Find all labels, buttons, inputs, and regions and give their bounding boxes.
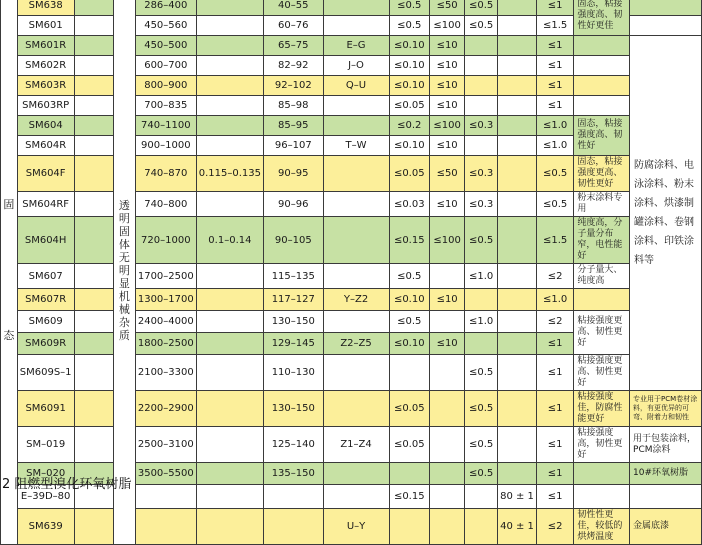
note-cell xyxy=(574,36,630,56)
product-image-cell xyxy=(74,136,113,156)
spec-cell-d: T–W xyxy=(323,136,389,156)
model-cell: SM601 xyxy=(17,16,74,36)
product-image-cell xyxy=(74,36,113,56)
model-cell: SM603RP xyxy=(17,96,74,116)
table-row xyxy=(1,116,702,136)
spec-cell-c: 90–105 xyxy=(264,217,324,264)
spec-cell-g: ≤0.3 xyxy=(465,156,498,192)
table-row xyxy=(1,192,702,217)
spec-cell-i: ≤1 xyxy=(536,56,573,76)
spec-cell-g: ≤0.3 xyxy=(465,116,498,136)
spec-cell-b xyxy=(196,36,263,56)
product-image-cell xyxy=(74,427,113,463)
note-cell xyxy=(574,96,630,116)
section-caption: 2 阻燃型溴化环氧树脂 xyxy=(2,477,132,492)
spec-cell-i: ≤1 xyxy=(536,391,573,427)
spec-cell-h xyxy=(498,76,537,96)
table-row xyxy=(1,76,702,96)
model-cell: SM607 xyxy=(17,264,74,289)
spec-cell-b xyxy=(196,0,263,16)
spec-cell-c: 130–150 xyxy=(264,311,324,333)
spec-cell-c: 40–55 xyxy=(264,0,324,16)
spec-cell-b xyxy=(196,76,263,96)
model-cell: SM602R xyxy=(17,56,74,76)
spec-cell-h xyxy=(498,156,537,192)
note-cell xyxy=(574,289,630,311)
spec-cell-h xyxy=(498,16,537,36)
spec-cell-c: 92–102 xyxy=(264,76,324,96)
spec-cell-a: 900–1000 xyxy=(135,136,196,156)
spec-cell-f xyxy=(430,509,465,545)
spec-cell-c: 115–135 xyxy=(264,264,324,289)
spec-cell-a: 1800–2500 xyxy=(135,333,196,355)
spec-cell-a: 740–800 xyxy=(135,192,196,217)
spec-cell-a: 740–1100 xyxy=(135,116,196,136)
spec-cell-a: 2400–4000 xyxy=(135,311,196,333)
spec-cell-e: ≤0.05 xyxy=(389,427,430,463)
app-cell: 专业用于PCM卷材涂料，有更优异的可弯、附着力和韧性 xyxy=(630,391,702,427)
spec-cell-d xyxy=(323,264,389,289)
spec-cell-f xyxy=(430,264,465,289)
spec-cell-d: J–O xyxy=(323,56,389,76)
spec-cell-i: ≤0.5 xyxy=(536,156,573,192)
spec-cell-c: 110–130 xyxy=(264,355,324,391)
spec-cell-h xyxy=(498,311,537,333)
spec-cell-c: 130–150 xyxy=(264,391,324,427)
spec-cell-e: ≤0.10 xyxy=(389,136,430,156)
model-cell: SM607R xyxy=(17,289,74,311)
spec-cell-g: ≤0.3 xyxy=(465,192,498,217)
app-cell xyxy=(630,0,702,16)
spec-cell-c: 96–107 xyxy=(264,136,324,156)
table-row xyxy=(1,56,702,76)
spec-cell-a: 700–835 xyxy=(135,96,196,116)
spec-cell-b xyxy=(196,427,263,463)
model-cell: SM604 xyxy=(17,116,74,136)
spec-cell-a: 2500–3100 xyxy=(135,427,196,463)
spec-cell-e xyxy=(389,355,430,391)
table-row xyxy=(1,0,702,16)
spec-cell-e: ≤0.5 xyxy=(389,264,430,289)
spec-cell-a: 286–400 xyxy=(135,0,196,16)
spec-cell-d xyxy=(323,156,389,192)
spec-cell-e: ≤0.10 xyxy=(389,36,430,56)
spec-cell-a: 2200–2900 xyxy=(135,391,196,427)
spec-cell-e: ≤0.10 xyxy=(389,56,430,76)
spec-cell-d xyxy=(323,485,389,509)
spec-cell-h xyxy=(498,36,537,56)
spec-cell-h xyxy=(498,333,537,355)
spec-cell-c: 85–95 xyxy=(264,116,324,136)
spec-cell-c: 90–95 xyxy=(264,156,324,192)
table-row xyxy=(1,427,702,463)
note-cell: 固态，粘接强度高、韧性好更佳 xyxy=(574,0,630,36)
product-image-cell xyxy=(74,217,113,264)
note-cell: 粘接强度高，韧性更好 xyxy=(574,427,630,463)
spec-cell-a: 1700–2500 xyxy=(135,264,196,289)
product-image-cell xyxy=(74,76,113,96)
spec-cell-b xyxy=(196,485,263,509)
table-row xyxy=(1,509,702,545)
spec-cell-g: ≤1.0 xyxy=(465,311,498,333)
spec-cell-b xyxy=(196,192,263,217)
spec-cell-g xyxy=(465,485,498,509)
spec-cell-g: ≤0.5 xyxy=(465,217,498,264)
spec-cell-c: 60–76 xyxy=(264,16,324,36)
spec-cell-i: ≤2 xyxy=(536,311,573,333)
spec-cell-g: ≤0.5 xyxy=(465,391,498,427)
spec-cell-a: 450–560 xyxy=(135,16,196,36)
note-cell: 粉末涂料专用 xyxy=(574,192,630,217)
spec-cell-b xyxy=(196,333,263,355)
product-image-cell xyxy=(74,16,113,36)
spec-cell-h xyxy=(498,192,537,217)
spec-cell-d: Z2–Z5 xyxy=(323,333,389,355)
spec-cell-f: ≤10 xyxy=(430,96,465,116)
product-image-cell xyxy=(74,289,113,311)
spec-cell-g: ≤0.5 xyxy=(465,16,498,36)
spec-cell-e: ≤0.10 xyxy=(389,289,430,311)
app-cell xyxy=(630,485,702,509)
spec-cell-f xyxy=(430,355,465,391)
spec-cell-g: ≤1.0 xyxy=(465,264,498,289)
model-cell: SM604H xyxy=(17,217,74,264)
spec-cell-f xyxy=(430,391,465,427)
app-cell xyxy=(630,16,702,36)
spec-cell-b xyxy=(196,463,263,485)
spec-cell-f xyxy=(430,427,465,463)
spec-cell-i: ≤2 xyxy=(536,264,573,289)
spec-cell-h: 80 ± 1 xyxy=(498,485,537,509)
spec-cell-d xyxy=(323,217,389,264)
spec-cell-i: ≤0.5 xyxy=(536,192,573,217)
spec-cell-c: 125–140 xyxy=(264,427,324,463)
spec-cell-f: ≤100 xyxy=(430,217,465,264)
model-cell: SM639 xyxy=(17,509,74,545)
spec-cell-g: ≤0.5 xyxy=(465,355,498,391)
spec-cell-i: ≤1.0 xyxy=(536,116,573,136)
spec-cell-g xyxy=(465,289,498,311)
spec-cell-d: Z1–Z4 xyxy=(323,427,389,463)
spec-cell-b xyxy=(196,509,263,545)
spec-cell-b: 0.1–0.14 xyxy=(196,217,263,264)
note-cell xyxy=(574,76,630,96)
spec-cell-d xyxy=(323,16,389,36)
spec-cell-b xyxy=(196,289,263,311)
spec-cell-i: ≤1.5 xyxy=(536,16,573,36)
spec-cell-f: ≤10 xyxy=(430,289,465,311)
note-cell: 粘接强度更高、韧性更好 xyxy=(574,355,630,391)
model-cell: SM604RF xyxy=(17,192,74,217)
category-label xyxy=(1,0,18,545)
note-cell: 分子量大、纯度高 xyxy=(574,264,630,289)
spec-cell-c: 117–127 xyxy=(264,289,324,311)
spec-cell-a: 740–870 xyxy=(135,156,196,192)
spec-cell-h xyxy=(498,355,537,391)
product-image-cell xyxy=(74,264,113,289)
spec-cell-b xyxy=(196,116,263,136)
note-cell xyxy=(574,485,630,509)
spec-cell-e: ≤0.03 xyxy=(389,192,430,217)
spec-cell-a: 720–1000 xyxy=(135,217,196,264)
spec-cell-f: ≤10 xyxy=(430,56,465,76)
product-image-cell xyxy=(74,156,113,192)
spec-cell-f: ≤10 xyxy=(430,76,465,96)
spec-cell-e: ≤0.5 xyxy=(389,311,430,333)
spec-cell-h xyxy=(498,463,537,485)
spec-cell-g xyxy=(465,56,498,76)
spec-cell-i: ≤2 xyxy=(536,509,573,545)
spec-cell-f xyxy=(430,485,465,509)
model-cell: SM–019 xyxy=(17,427,74,463)
category-char: 固 xyxy=(3,198,15,211)
spec-cell-g: ≤0.5 xyxy=(465,0,498,16)
model-cell: SM604R xyxy=(17,136,74,156)
table-row xyxy=(1,391,702,427)
spec-cell-f: ≤10 xyxy=(430,192,465,217)
model-cell: SM609R xyxy=(17,333,74,355)
spec-cell-f xyxy=(430,311,465,333)
spec-cell-i: ≤1 xyxy=(536,427,573,463)
spec-cell-b xyxy=(196,355,263,391)
spec-cell-f: ≤10 xyxy=(430,333,465,355)
spec-cell-f: ≤100 xyxy=(430,16,465,36)
table-row xyxy=(1,355,702,391)
spec-cell-c: 85–98 xyxy=(264,96,324,116)
spec-cell-d: E–G xyxy=(323,36,389,56)
applications-label: 防腐涂料、电泳涂料、粉末涂料、烘漆制罐涂料、卷钢涂料、印铁涂料等 xyxy=(630,36,702,391)
app-cell: 10#环氧树脂 xyxy=(630,463,702,485)
note-cell: 韧性性更佳，较低的烘烤温度 xyxy=(574,509,630,545)
spec-cell-g xyxy=(465,36,498,56)
spec-cell-f: ≤50 xyxy=(430,0,465,16)
table-row xyxy=(1,217,702,264)
spec-cell-h xyxy=(498,289,537,311)
spec-cell-h xyxy=(498,56,537,76)
spec-cell-b xyxy=(196,16,263,36)
spec-cell-g xyxy=(465,333,498,355)
spec-cell-a: 2100–3300 xyxy=(135,355,196,391)
product-image-cell xyxy=(74,192,113,217)
spec-cell-f: ≤50 xyxy=(430,156,465,192)
product-image-cell xyxy=(74,56,113,76)
appearance-label: 透明固体无明显机械杂质 xyxy=(114,0,136,545)
spec-cell-a: 1300–1700 xyxy=(135,289,196,311)
spec-cell-e: ≤0.5 xyxy=(389,16,430,36)
spec-cell-c: 135–150 xyxy=(264,463,324,485)
spec-cell-i: ≤1.0 xyxy=(536,289,573,311)
spec-cell-h xyxy=(498,427,537,463)
note-cell: 固态，粘接强度高、韧性好 xyxy=(574,116,630,156)
spec-cell-b xyxy=(196,311,263,333)
spec-cell-c xyxy=(264,485,324,509)
spec-cell-d xyxy=(323,355,389,391)
spec-cell-i: ≤1 xyxy=(536,355,573,391)
spec-cell-h xyxy=(498,264,537,289)
note-cell xyxy=(574,463,630,485)
spec-cell-g: ≤0.5 xyxy=(465,463,498,485)
app-cell: 金属底漆 xyxy=(630,509,702,545)
spec-cell-b xyxy=(196,136,263,156)
spec-cell-a xyxy=(135,509,196,545)
table-row xyxy=(1,96,702,116)
spec-cell-c xyxy=(264,509,324,545)
product-image-cell xyxy=(74,333,113,355)
spec-cell-h xyxy=(498,96,537,116)
spec-cell-f: ≤100 xyxy=(430,116,465,136)
spec-cell-f: ≤10 xyxy=(430,136,465,156)
spec-cell-d: Q–U xyxy=(323,76,389,96)
table-row xyxy=(1,311,702,333)
spec-cell-e: ≤0.15 xyxy=(389,485,430,509)
spec-cell-d xyxy=(323,116,389,136)
note-cell: 固态，粘接强度更高、韧性更好 xyxy=(574,156,630,192)
spec-cell-c: 129–145 xyxy=(264,333,324,355)
spec-cell-i: ≤1.5 xyxy=(536,217,573,264)
spec-cell-g xyxy=(465,509,498,545)
spec-cell-e: ≤0.2 xyxy=(389,116,430,136)
spec-cell-a: 800–900 xyxy=(135,76,196,96)
spec-cell-h: 40 ± 1 xyxy=(498,509,537,545)
spec-cell-i: ≤1 xyxy=(536,96,573,116)
spec-cell-h xyxy=(498,391,537,427)
spec-cell-g: ≤0.5 xyxy=(465,427,498,463)
product-image-cell xyxy=(74,355,113,391)
spec-cell-e: ≤0.05 xyxy=(389,96,430,116)
table-row xyxy=(1,289,702,311)
product-image-cell xyxy=(74,391,113,427)
spec-cell-h xyxy=(498,116,537,136)
model-cell: E–39D–80 xyxy=(17,485,74,509)
spec-cell-c: 90–96 xyxy=(264,192,324,217)
spec-cell-e: ≤0.10 xyxy=(389,333,430,355)
spec-cell-i: ≤1 xyxy=(536,485,573,509)
app-cell: 用于包装涂料，PCM涂料 xyxy=(630,427,702,463)
spec-cell-a xyxy=(135,485,196,509)
spec-cell-f: ≤10 xyxy=(430,36,465,56)
spec-cell-g xyxy=(465,76,498,96)
spec-cell-h xyxy=(498,0,537,16)
spec-cell-a: 600–700 xyxy=(135,56,196,76)
spec-cell-b xyxy=(196,96,263,116)
spec-cell-e: ≤0.15 xyxy=(389,217,430,264)
spec-cell-e: ≤0.05 xyxy=(389,156,430,192)
note-cell: 纯度高，分子量分布窄，电性能好 xyxy=(574,217,630,264)
note-cell: 粘接强度更高、韧性更好 xyxy=(574,311,630,355)
spec-cell-i: ≤1.0 xyxy=(536,136,573,156)
product-image-cell xyxy=(74,116,113,136)
spec-cell-d xyxy=(323,0,389,16)
product-image-cell xyxy=(74,509,113,545)
model-cell: SM603R xyxy=(17,76,74,96)
spec-cell-c: 82–92 xyxy=(264,56,324,76)
spec-cell-c: 65–75 xyxy=(264,36,324,56)
spec-cell-i: ≤1 xyxy=(536,36,573,56)
spec-cell-b: 0.115–0.135 xyxy=(196,156,263,192)
spec-cell-d: Y–Z2 xyxy=(323,289,389,311)
spec-cell-i: ≤1 xyxy=(536,76,573,96)
spec-cell-i: ≤1 xyxy=(536,463,573,485)
spec-cell-f xyxy=(430,463,465,485)
product-image-cell xyxy=(74,0,113,16)
spec-cell-e xyxy=(389,509,430,545)
spec-cell-b xyxy=(196,391,263,427)
spec-cell-i: ≤1 xyxy=(536,0,573,16)
table-row xyxy=(1,264,702,289)
model-cell: SM601R xyxy=(17,36,74,56)
spec-cell-e: ≤0.10 xyxy=(389,76,430,96)
spec-cell-b xyxy=(196,264,263,289)
spec-cell-d xyxy=(323,463,389,485)
spec-cell-e: ≤0.5 xyxy=(389,0,430,16)
spec-cell-b xyxy=(196,56,263,76)
model-cell: SM638 xyxy=(17,0,74,16)
model-cell: SM–020 xyxy=(17,463,74,485)
product-image-cell xyxy=(74,311,113,333)
model-cell: SM6091 xyxy=(17,391,74,427)
table-row xyxy=(1,36,702,56)
spec-cell-d xyxy=(323,311,389,333)
note-cell: 粘接强度佳，防腐性能更好 xyxy=(574,391,630,427)
spec-cell-i: ≤1 xyxy=(536,333,573,355)
table-row xyxy=(1,156,702,192)
spec-cell-g xyxy=(465,96,498,116)
model-cell: SM609S–1 xyxy=(17,355,74,391)
model-cell: SM604F xyxy=(17,156,74,192)
note-cell xyxy=(574,56,630,76)
category-char: 态 xyxy=(3,329,15,342)
model-cell: SM609 xyxy=(17,311,74,333)
spec-cell-g xyxy=(465,136,498,156)
spec-cell-e xyxy=(389,463,430,485)
spec-cell-a: 450–500 xyxy=(135,36,196,56)
spec-cell-a: 3500–5500 xyxy=(135,463,196,485)
spec-cell-d xyxy=(323,96,389,116)
spec-cell-d xyxy=(323,391,389,427)
spec-cell-h xyxy=(498,217,537,264)
spec-cell-h xyxy=(498,136,537,156)
spec-cell-d: U–Y xyxy=(323,509,389,545)
product-image-cell xyxy=(74,96,113,116)
spec-cell-e: ≤0.05 xyxy=(389,391,430,427)
spec-cell-d xyxy=(323,192,389,217)
